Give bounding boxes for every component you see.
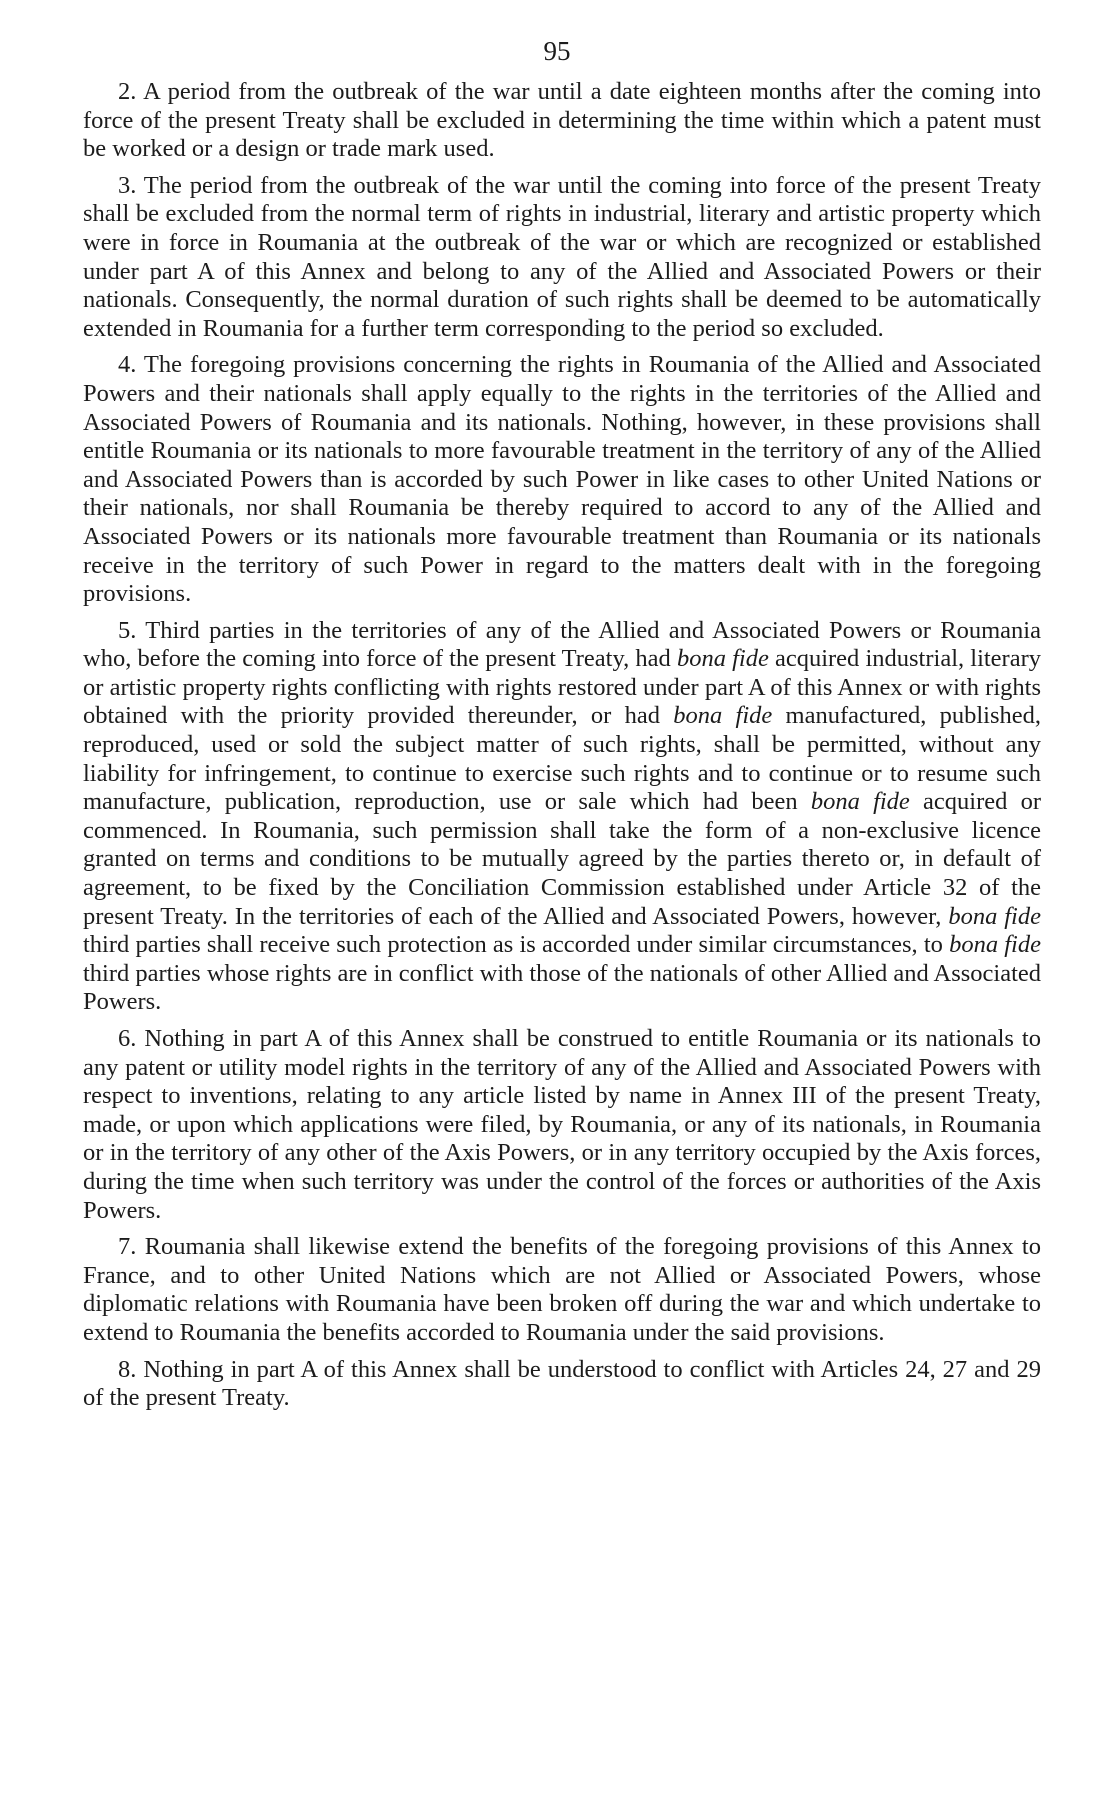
paragraph-5-text-6: third parties whose rights are in conflict with those of the nationals of other Allied and Associated Powers. bbox=[83, 959, 1042, 1016]
paragraph-5-text-2: acquired industrial, literary or artistic property rights conflicting with rights restored under part A of this Annex or with rights obtained with the priority provided thereunder, or had bbox=[83, 645, 1042, 730]
bona-fide-term: bona fide bbox=[948, 902, 1041, 930]
paragraph-6-text: 6. Nothing in part A of this Annex shall be construed to entitle Roumania or its nationals to any patent or utility model rights in the territory of any of the Allied and Associated Powers with respect to inventions, relating to any article listed by name in Annex III of the present Treaty, made, or upon which applications were filed, by Roumania, or any of its nationals, in Roumania or in the territory of any other of the Axis Powers, or in any territory occupied by the Axis forces, during the time when such territory was under the control of the forces or authorities of the Axis Powers. bbox=[83, 1025, 1041, 1224]
paragraph-4 bbox=[83, 351, 1041, 608]
paragraph-5-text-5: third parties shall receive such protection as is accorded under similar circumstances, to bbox=[83, 931, 950, 959]
paragraph-4-text: 4. The foregoing provisions concerning the rights in Roumania of the Allied and Associated Powers and their nationals shall apply equally to the rights in the territories of the Allied and Associated Powers of Roumania and its nationals. Nothing, however, in these provisions shall entitle Roumania or its nationals to more favourable treatment in the territory of any of the Allied and Associated Powers than is accorded by such Power in like cases to other United Nations or their nationals, nor shall Roumania be thereby required to accord to any of the Allied and Associated Powers or its nationals more favourable treatment than Roumania or its nationals receive in the territory of such Power in regard to the matters dealt with in the foregoing provisions. bbox=[83, 351, 1041, 608]
paragraph-7 bbox=[83, 1233, 1041, 1347]
paragraph-3-text: 3. The period from the outbreak of the war until the coming into force of the present Treaty shall be excluded from the normal term of rights in industrial, literary and artistic property which were in force in Roumania at the outbreak of the war or which are recognized or established under part A of this Annex and belong to any of the Allied and Associated Powers or their nationals. Consequently, the normal duration of such rights shall be deemed to be automatically extended in Roumania for a further term corresponding to the period so excluded. bbox=[83, 171, 1041, 342]
document-body bbox=[83, 78, 1041, 1421]
paragraph-3 bbox=[83, 172, 1041, 344]
paragraph-5 bbox=[83, 617, 1041, 1017]
paragraph-6 bbox=[83, 1025, 1041, 1225]
bona-fide-term: bona fide bbox=[676, 645, 769, 673]
page-number: 95 bbox=[543, 36, 571, 66]
paragraph-5-text-3: manufactured, published, reproduced, used or sold the subject matter of such rights, shall be permitted, without any liability for infringement, to continue to exercise such rights and to continue or to resume such manufacture, publication, reproduction, use or sale which had been bbox=[83, 702, 1042, 816]
paragraph-7-text: 7. Roumania shall likewise extend the benefits of the foregoing provisions of this Annex to France, and to other United Nations which are not Allied or Associated Powers, whose diplomatic relations with Roumania have been broken off during the war and which undertake to extend to Roumania the benefits accorded to Roumania under the said provisions. bbox=[83, 1233, 1041, 1346]
paragraph-8-text: 8. Nothing in part A of this Annex shall be understood to conflict with Articles 24, 27 and 29 of the present Treaty. bbox=[83, 1355, 1041, 1412]
bona-fide-term: bona fide bbox=[949, 931, 1041, 959]
paragraph-8 bbox=[83, 1356, 1041, 1413]
paragraph-2-text: 2. A period from the outbreak of the war until a date eighteen months after the coming into force of the present Treaty shall be excluded in determining the time within which a patent must be worked or a design or trade mark used. bbox=[83, 78, 1041, 163]
paragraph-5-text-4: acquired or commenced. In Roumania, such permission shall take the form of a non-exclusive licence granted on terms and conditions to be mutually agreed by the parties thereto or, in default of agreement, to be fixed by the Conciliation Commission established under Article 32 of the present Treaty. In the territories of each of the Allied and Associated Powers, however, bbox=[83, 788, 1041, 930]
paragraph-2 bbox=[83, 78, 1041, 164]
paragraph-5-text-1: 5. Third parties in the territories of any of the Allied and Associated Powers or Roumania who, before the coming into force of the present Treaty, had bbox=[83, 616, 1041, 673]
bona-fide-term: bona fide bbox=[673, 702, 773, 730]
bona-fide-term: bona fide bbox=[810, 788, 910, 816]
